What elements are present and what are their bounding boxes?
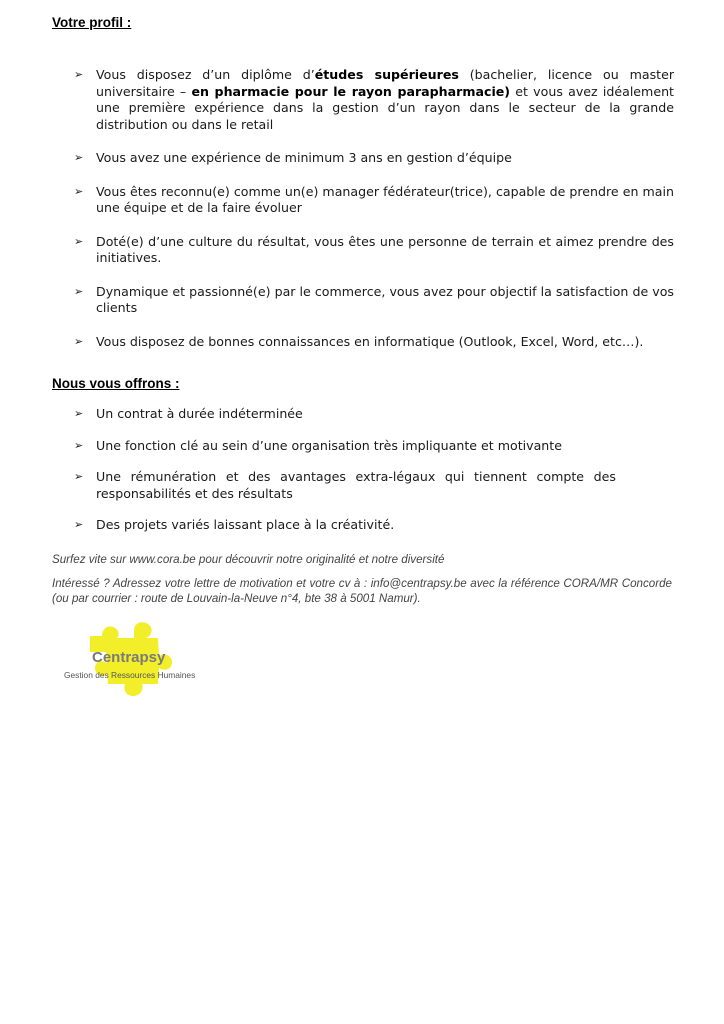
list-item [74,438,674,455]
item-text: Vous disposez de bonnes connaissances en informatique (Outlook, Excel, Word, etc…). [96,333,644,349]
item-text: Vous disposez d’un diplôme d’ [96,67,315,82]
logo-tagline: Gestion des Ressources Humaines [64,670,196,680]
offre-list [74,406,674,549]
bullet-arrow-icon: ➢ [74,470,84,483]
bullet-arrow-icon: ➢ [74,234,84,248]
item-text: Des projets variés laissant place à la créativité. [96,517,395,532]
section-heading-profil: Votre profil : [52,15,132,30]
bullet-arrow-icon: ➢ [74,334,84,348]
list-item [74,234,674,267]
bullet-arrow-icon: ➢ [74,284,84,298]
website-note: Surfez vite sur www.cora.be pour découvrir notre originalité et notre diversité [52,553,445,566]
bullet-arrow-icon: ➢ [74,68,84,81]
bold-text: études supérieures [314,67,459,82]
logo-name: Centrapsy [92,649,166,666]
section-heading-offre: Nous vous offrons : [52,376,180,391]
item-text: (bachelier, licence ou master universitaire – [96,67,675,99]
bullet-arrow-icon: ➢ [74,518,84,531]
item-text: et vous avez idéalement une première expérience dans la gestion d’un rayon dans le secteur de la grande distribution ou dans le retail [96,83,674,132]
list-item [74,334,674,351]
item-text: Une fonction clé au sein d’une organisation très impliquante et motivante [96,437,562,453]
bold-text: en pharmacie pour le rayon parapharmacie) [191,83,511,99]
centrapsy-logo [62,618,232,698]
list-item [74,517,674,534]
bullet-arrow-icon: ➢ [74,438,84,452]
application-instructions: Intéressé ? Adressez votre lettre de motivation et votre cv à : info@centrapsy.be avec la référence CORA/MR Concorde (ou par courrier : route de Louvain-la-Neuve n°4, bte 38 à 5001 Namur). [52,577,672,605]
list-item [74,67,674,133]
list-item [74,184,674,217]
list-item [74,150,674,167]
list-item [74,284,674,317]
item-text: Un contrat à durée indéterminée [96,406,303,421]
bullet-arrow-icon: ➢ [74,407,84,420]
item-text: Doté(e) d’une culture du résultat, vous êtes une personne de terrain et aimez prendre des initiatives. [96,233,674,265]
bullet-arrow-icon: ➢ [74,184,84,198]
list-item [74,469,616,502]
profil-list [74,67,674,350]
list-item [74,406,674,423]
bullet-arrow-icon: ➢ [74,151,84,164]
item-text: Vous avez une expérience de minimum 3 ans en gestion d’équipe [96,150,512,165]
item-text: Une rémunération et des avantages extra-légaux qui tiennent compte des responsabilités et des résultats [96,469,616,501]
item-text: Dynamique et passionné(e) par le commerce, vous avez pour objectif la satisfaction de vos clients [96,283,674,315]
item-text: Vous êtes reconnu(e) comme un(e) manager fédérateur(trice), capable de prendre en main une équipe et de la faire évoluer [96,183,674,215]
